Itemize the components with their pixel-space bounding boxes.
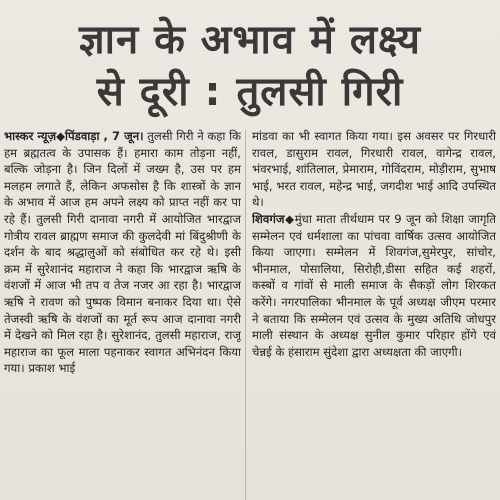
article-paragraph-continued: मांडवा का भी स्वागत किया गया। इस अवसर पर गिरधारी रावल, डासुराम रावल, गिरधारी रावल, वागेन्द्र रावल, भंवरभाई, शांतिलाल, प्रेमाराम, गोविंदराम, मोड़ीराम, सुभाष भाई, भरत रावल, महेन्द्र भाई, जगदीश भाई आदि उपस्थित थे। <box>252 129 496 210</box>
article-paragraph-shivganj <box>252 211 496 360</box>
column-divider <box>245 130 246 500</box>
headline-line-1: ज्ञान के अभाव में लक्ष्य <box>79 17 421 63</box>
article-body-text: तुलसी गिरी ने कहा कि हम ब्रह्मतत्व के उपासक हैं। हमारा काम तोड़ना नहीं, बल्कि जोड़ना है। जिन दिलों में जख्म है, उस पर हम मलहम लगाते हैं, लेकिन अफसोस है कि शास्त्रों के ज्ञान के अभाव में आज हम अपने लक्ष्य को प्राप्त नहीं कर पा रहे हैं। तुलसी गिरी दानावा नगरी में आयोजित भारद्वाज गोत्रीय रावल ब्राह्मण समाज की कुलदेवी मां बिंदुश्रीणी के दर्शन के बाद श्रद्धालुओं को संबोधित कर रहे थे। इसी क्रम में सुरेशानंद महाराज ने कहा कि भारद्वाज ऋषि के वंशजों में आज भी तप व तेज नजर आ रहा है। भारद्वाज ऋषि ने रावण को पुष्पक विमान बनाकर दिया था। ऐसे तेजस्वी ऋषि के वंशजों का मूर्त रूप आज दानावा नगरी में देखने को मिल रहा है। सुरेशानंद, तुलसी महाराज, राजू महाराज का फूल माला पहनाकर स्वागत अभिनंदन किया गया। प्रकाश भाई <box>4 129 241 376</box>
dateline-shivganj: शिवगंज◆ <box>252 211 295 226</box>
article-column-left <box>4 128 241 500</box>
headline-line-2: से दूरी : तुलसी गिरी <box>96 69 404 115</box>
article-column-right <box>252 128 496 500</box>
dateline: भास्कर न्यूज़◆पिंडवाड़ा , 7 जून। <box>4 129 144 143</box>
shivganj-body-text: मुंधा माता तीर्थधाम पर 9 जून को शिक्षा जागृति सम्मेलन एवं धर्मशाला का पांचवा वार्षिक उत्सव आयोजित किया जाएगा। सम्मेलन में शिवगंज,सुमेरपुर, सांचोर, भीनमाल, पोसालिया, सिरोही,डीसा सहित कई शहरों, कस्बों व गांवों से माली समाज के सैकड़ों लोग शिरकत करेंगे। नगरपालिका भीनमाल के पूर्व अध्यक्ष जीएम परमार ने बताया कि सम्मेलन एवं उत्सव के मुख्य अतिथि जोधपुर माली संस्थान के अध्यक्ष सुनील कुमार परिहार होंगे एवं चेन्नई के हंसाराम सुंदेशा द्वारा अध्यक्षता की जाएगी। <box>252 211 496 359</box>
article-paragraph <box>4 128 241 377</box>
